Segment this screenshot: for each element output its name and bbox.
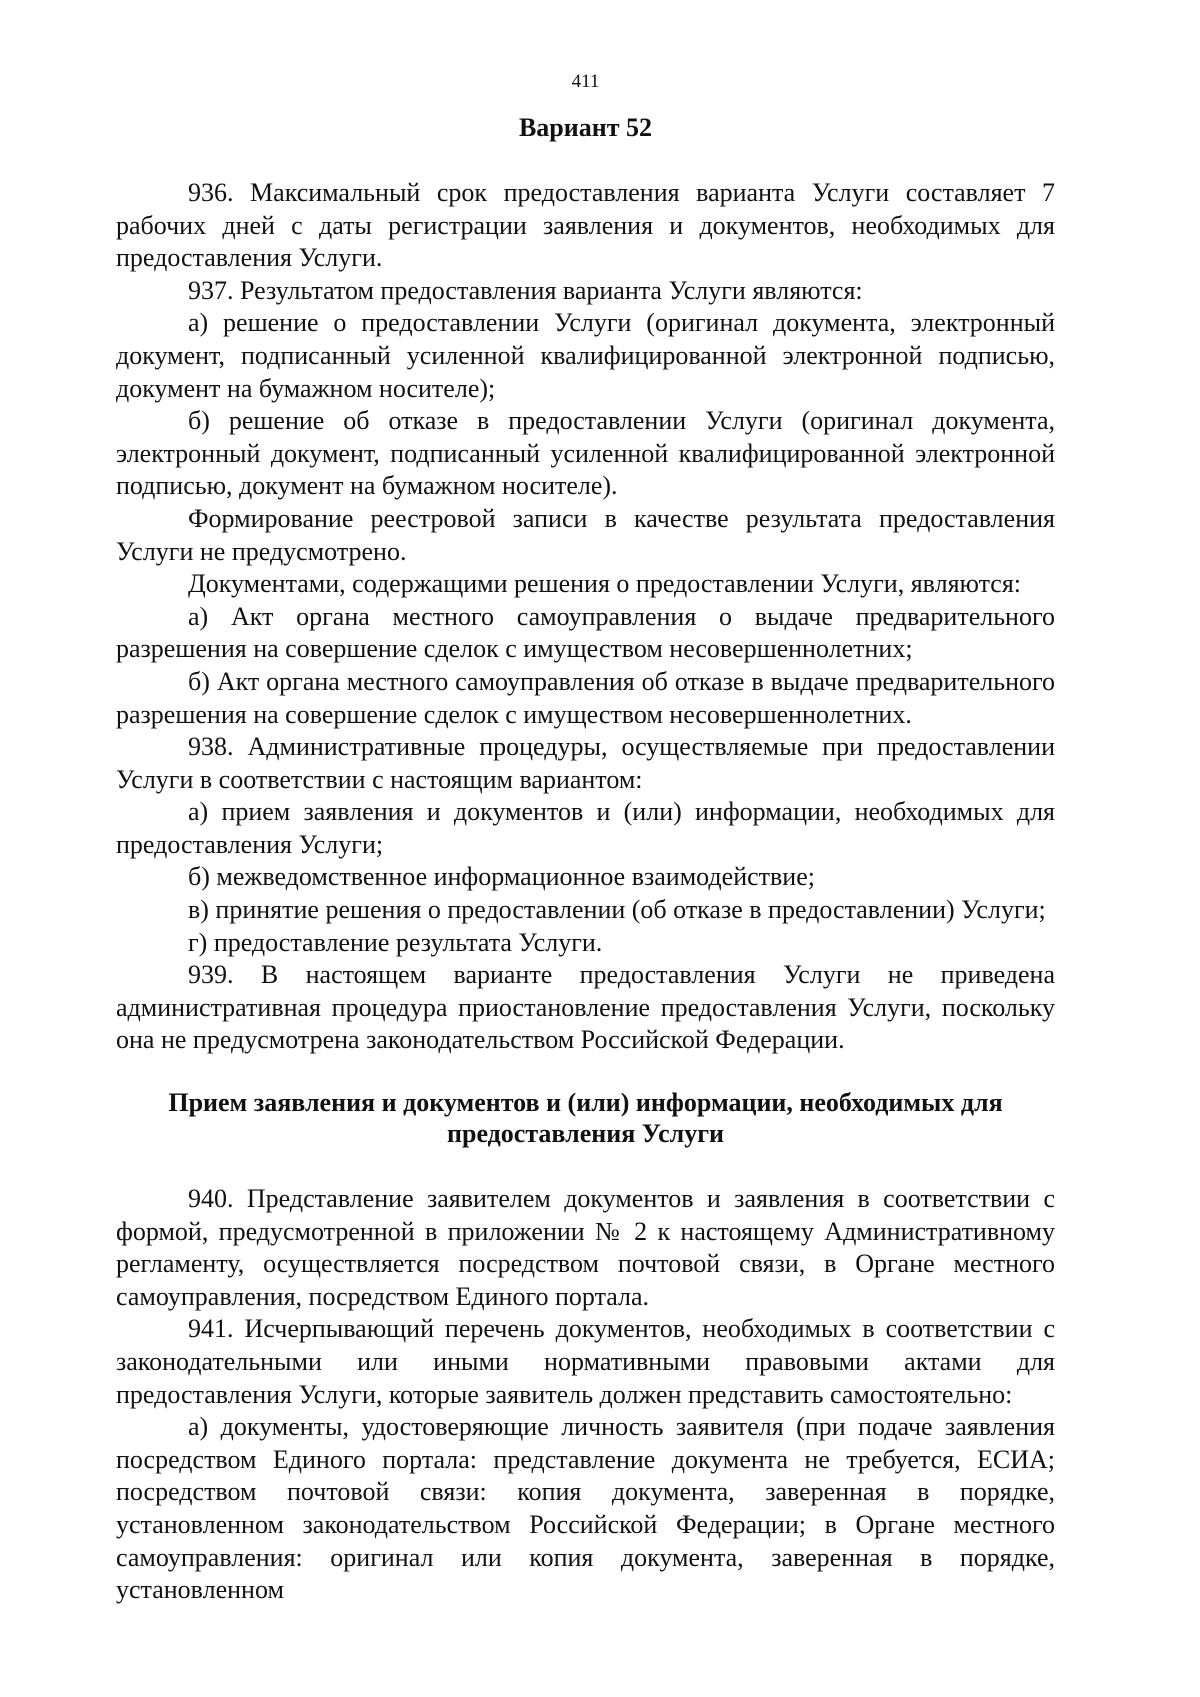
paragraph-941-a: а) документы, удостоверяющие личность заявителя (при подаче заявления посредством Единого портала: представление документа не требуется, ЕСИА; посредством почтовой связи: копия документа, заверенная в порядке, установленном законодательством Российской Федерации; в Органе местного самоуправления: оригинал или копия документа, заверенная в порядке, установленном [116,1412,1055,1605]
paragraph-940: 940. Представление заявителем документов и заявления в соответствии с формой, предусмотренной в приложении № 2 к настоящему Административному регламенту, осуществляется посредством почтовой связи, в Органе местного самоуправления, посредством Единого портала. [116,1184,1055,1311]
paragraph-937-a: а) решение о предоставлении Услуги (оригинал документа, электронный документ, подписанный усиленной квалифицированной электронной подписью, документ на бумажном носителе); [116,308,1055,403]
section-heading-line-2: предоставления Услуги [447,1119,724,1149]
paragraph-936: 936. Максимальный срок предоставления варианта Услуги составляет 7 рабочих дней с даты регистрации заявления и документов, необходимых для предоставления Услуги. [116,178,1055,273]
paragraph-941: 941. Исчерпывающий перечень документов, необходимых в соответствии с законодательными или иными нормативными правовыми актами для предоставления Услуги, которые заявитель должен представить самостоятельно: [116,1314,1055,1409]
paragraph-938-b: б) межведомственное информационное взаимодействие; [188,862,815,892]
paragraph-937-b: б) решение об отказе в предоставлении Услуги (оригинал документа, электронный документ, подписанный усиленной квалифицированной электронной подписью, документ на бумажном носителе). [116,406,1055,501]
paragraph-938-v: в) принятие решения о предоставлении (об отказе в предоставлении) Услуги; [188,895,1046,925]
section-heading-line-1: Прием заявления и документов и (или) информации, необходимых для [168,1088,1003,1118]
paragraph-decision-b: б) Акт органа местного самоуправления об отказе в выдаче предварительного разрешения на совершение сделок с имуществом несовершеннолетних. [116,666,1055,729]
paragraph-decision-documents: Документами, содержащими решения о предоставлении Услуги, являются: [188,569,1022,599]
paragraph-937: 937. Результатом предоставления варианта Услуги являются: [188,275,863,305]
paragraph-939: 939. В настоящем варианте предоставления Услуги не приведена административная процедура приостановление предоставления Услуги, поскольку она не предусмотрена законодательством Российской Федерации. [116,960,1055,1055]
paragraph-938-g: г) предоставление результата Услуги. [188,927,603,957]
variant-heading: Вариант 52 [518,113,653,142]
paragraph-decision-a: а) Акт органа местного самоуправления о выдаче предварительного разрешения на совершение сделок с имуществом несовершеннолетних; [116,601,1055,664]
paragraph-938: 938. Административные процедуры, осуществляемые при предоставлении Услуги в соответствии с настоящим вариантом: [116,732,1055,794]
paragraph-938-a: а) прием заявления и документов и (или) информации, необходимых для предоставления Услуги; [116,797,1055,859]
page-number: 411 [571,71,600,92]
section-heading [116,1087,1055,1149]
paragraph-registry: Формирование реестровой записи в качестве результата предоставления Услуги не предусмотрено. [116,503,1055,566]
